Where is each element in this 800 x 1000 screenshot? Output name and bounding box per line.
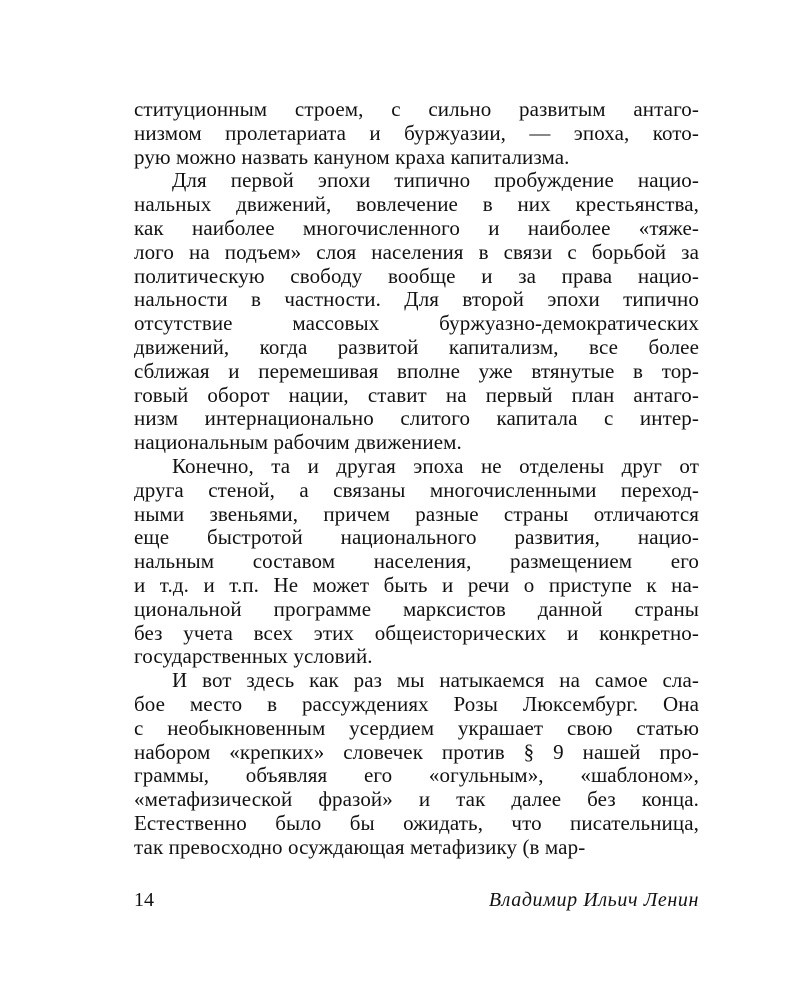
text-line: бое место в рассуждениях Розы Люксембург. Она [134,691,699,716]
text-line: так превосходно осуждающая метафизику (в мар- [134,834,586,859]
text-line: нальным составом населения, размещением его [134,549,699,574]
text-line: государственных условий. [134,644,373,669]
text-line: циональной программе марксистов данной страны [134,596,699,621]
text-line: нальности в частности. Для второй эпохи типично [134,287,699,312]
paragraph [134,455,699,669]
text-line: как наиболее многочисленного и наиболее «тяже- [134,215,699,240]
text-line: еще быстротой национального развития, нацио- [134,525,699,550]
text-line: лого на подъем» слоя населения в связи с борьбой за [134,239,699,264]
text-line: граммы, объявляя его «огульным», «шаблоном», [134,763,699,788]
paragraph [134,98,699,169]
page-footer [134,886,699,914]
text-line: ституционным строем, с сильно развитым антаго- [134,97,699,121]
text-line: «метафизической фразой» и так далее без конца. [134,787,699,812]
text-line: рую можно назвать кануном краха капитализма. [134,144,570,169]
text-line: говый оборот нации, ставит на первый план антаго- [134,382,699,407]
text-line: отсутствие массовых буржуазно-демократических [134,311,699,336]
text-line: без учета всех этих общеисторических и конкретно- [134,620,699,645]
body-text [134,98,699,860]
text-line: друга стеной, а связаны многочисленными переход- [134,477,699,502]
text-line: политическую свободу вообще и за права нацио- [134,263,699,288]
text-line: и т.д. и т.п. Не может быть и речи о приступе к на- [134,572,699,597]
text-line: низм интернационально слитого капитала с интер- [134,406,699,431]
text-line: сближая и перемешивая вполне уже втянутые в тор- [134,358,699,383]
text-line: нальных движений, вовлечение в них крестьянства, [134,192,699,217]
page-number: 14 [134,889,154,911]
text-line: с необыкновенным усердием украшает свою статью [134,715,699,740]
text-line: набором «крепких» словечек против § 9 нашей про- [134,739,699,764]
running-footer-author: Владимир Ильич Ленин [488,889,699,911]
text-line: Для первой эпохи типично пробуждение нацио- [172,168,699,193]
paragraph [134,169,699,455]
text-line: И вот здесь как раз мы натыкаемся на самое сла- [172,668,699,693]
text-line: движений, когда развитой капитализм, все более [134,334,699,359]
text-line: ными звеньями, причем разные страны отличаются [134,501,699,526]
paragraph [134,669,699,859]
text-line: Конечно, та и другая эпоха не отделены друг от [172,453,699,478]
text-line: национальным рабочим движением. [134,430,462,455]
text-line: Естественно было бы ожидать, что писательница, [134,810,699,835]
text-line: низмом пролетариата и буржуазии, — эпоха, кото- [134,120,699,145]
